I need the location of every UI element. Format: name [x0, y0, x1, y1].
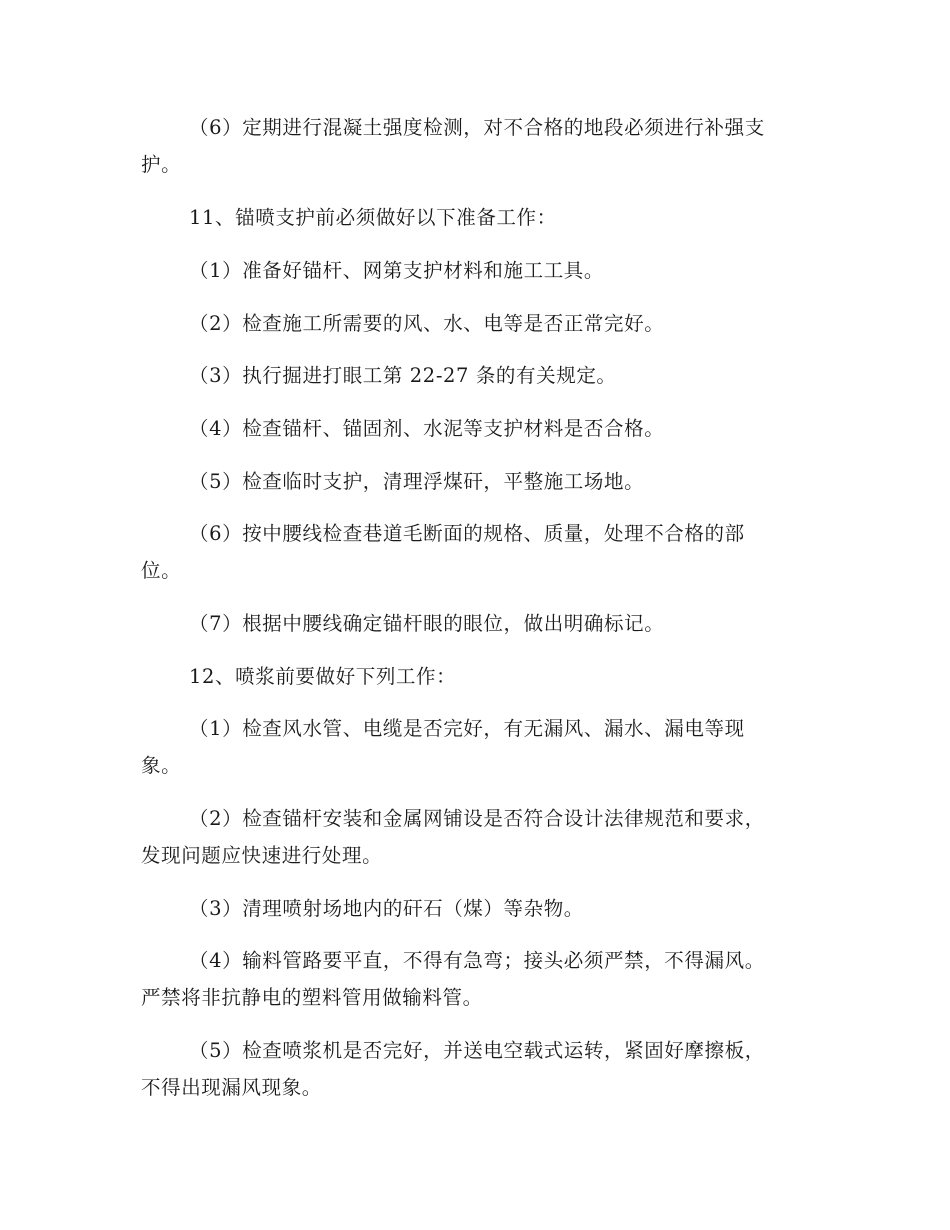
paragraph-line: （5）检查喷浆机是否完好，并送电空载式运转，紧固好摩擦板，	[189, 1039, 765, 1062]
paragraph-line: 不得出现漏风现象。	[141, 1076, 322, 1099]
paragraph-8	[141, 515, 809, 589]
paragraph-line: 发现问题应快速进行处理。	[141, 844, 383, 867]
paragraph-14	[141, 942, 809, 1016]
paragraph-1	[141, 109, 809, 183]
paragraph-12	[141, 800, 809, 874]
paragraph-line: （4）输料管路要平直，不得有急弯；接头必须严禁，不得漏风。	[189, 949, 765, 972]
paragraph-line: （4）检查锚杆、锚固剂、水泥等支护材料是否合格。	[189, 417, 665, 440]
paragraph-3	[141, 252, 809, 289]
paragraph-line: （2）检查锚杆安装和金属网铺设是否符合设计法律规范和要求，	[189, 807, 765, 830]
paragraph-2	[141, 199, 809, 236]
paragraph-line: （6）定期进行混凝土强度检测，对不合格的地段必须进行补强支	[189, 116, 765, 139]
paragraph-13	[141, 890, 809, 927]
paragraph-11	[141, 710, 809, 784]
paragraph-9	[141, 605, 809, 642]
paragraph-line: （1）检查风水管、电缆是否完好，有无漏风、漏水、漏电等现	[189, 717, 745, 740]
paragraph-5	[141, 357, 809, 394]
paragraph-line: （6）按中腰线检查巷道毛断面的规格、质量，处理不合格的部	[189, 522, 745, 545]
paragraph-line: 严禁将非抗静电的塑料管用做输料管。	[141, 986, 483, 1009]
paragraph-line: （3）执行掘进打眼工第 22-27 条的有关规定。	[189, 364, 617, 387]
paragraph-line: 位。	[141, 559, 182, 582]
paragraph-line: （5）检查临时支护，清理浮煤矸，平整施工场地。	[189, 470, 645, 493]
paragraph-line: 11、锚喷支护前必须做好以下准备工作：	[189, 206, 557, 229]
paragraph-line: （3）清理喷射场地内的矸石（煤）等杂物。	[189, 897, 584, 920]
paragraph-6	[141, 410, 809, 447]
paragraph-15	[141, 1032, 809, 1106]
paragraph-line: （7）根据中腰线确定锚杆眼的眼位，做出明确标记。	[189, 612, 665, 635]
paragraph-10	[141, 658, 809, 695]
paragraph-line: 12、喷浆前要做好下列工作：	[189, 665, 457, 688]
paragraph-line: 护。	[141, 153, 182, 176]
paragraph-7	[141, 463, 809, 500]
paragraph-line: （2）检查施工所需要的风、水、电等是否正常完好。	[189, 312, 665, 335]
paragraph-line: （1）准备好锚杆、网第支护材料和施工工具。	[189, 259, 605, 282]
paragraph-4	[141, 305, 809, 342]
paragraph-line: 象。	[141, 754, 182, 777]
